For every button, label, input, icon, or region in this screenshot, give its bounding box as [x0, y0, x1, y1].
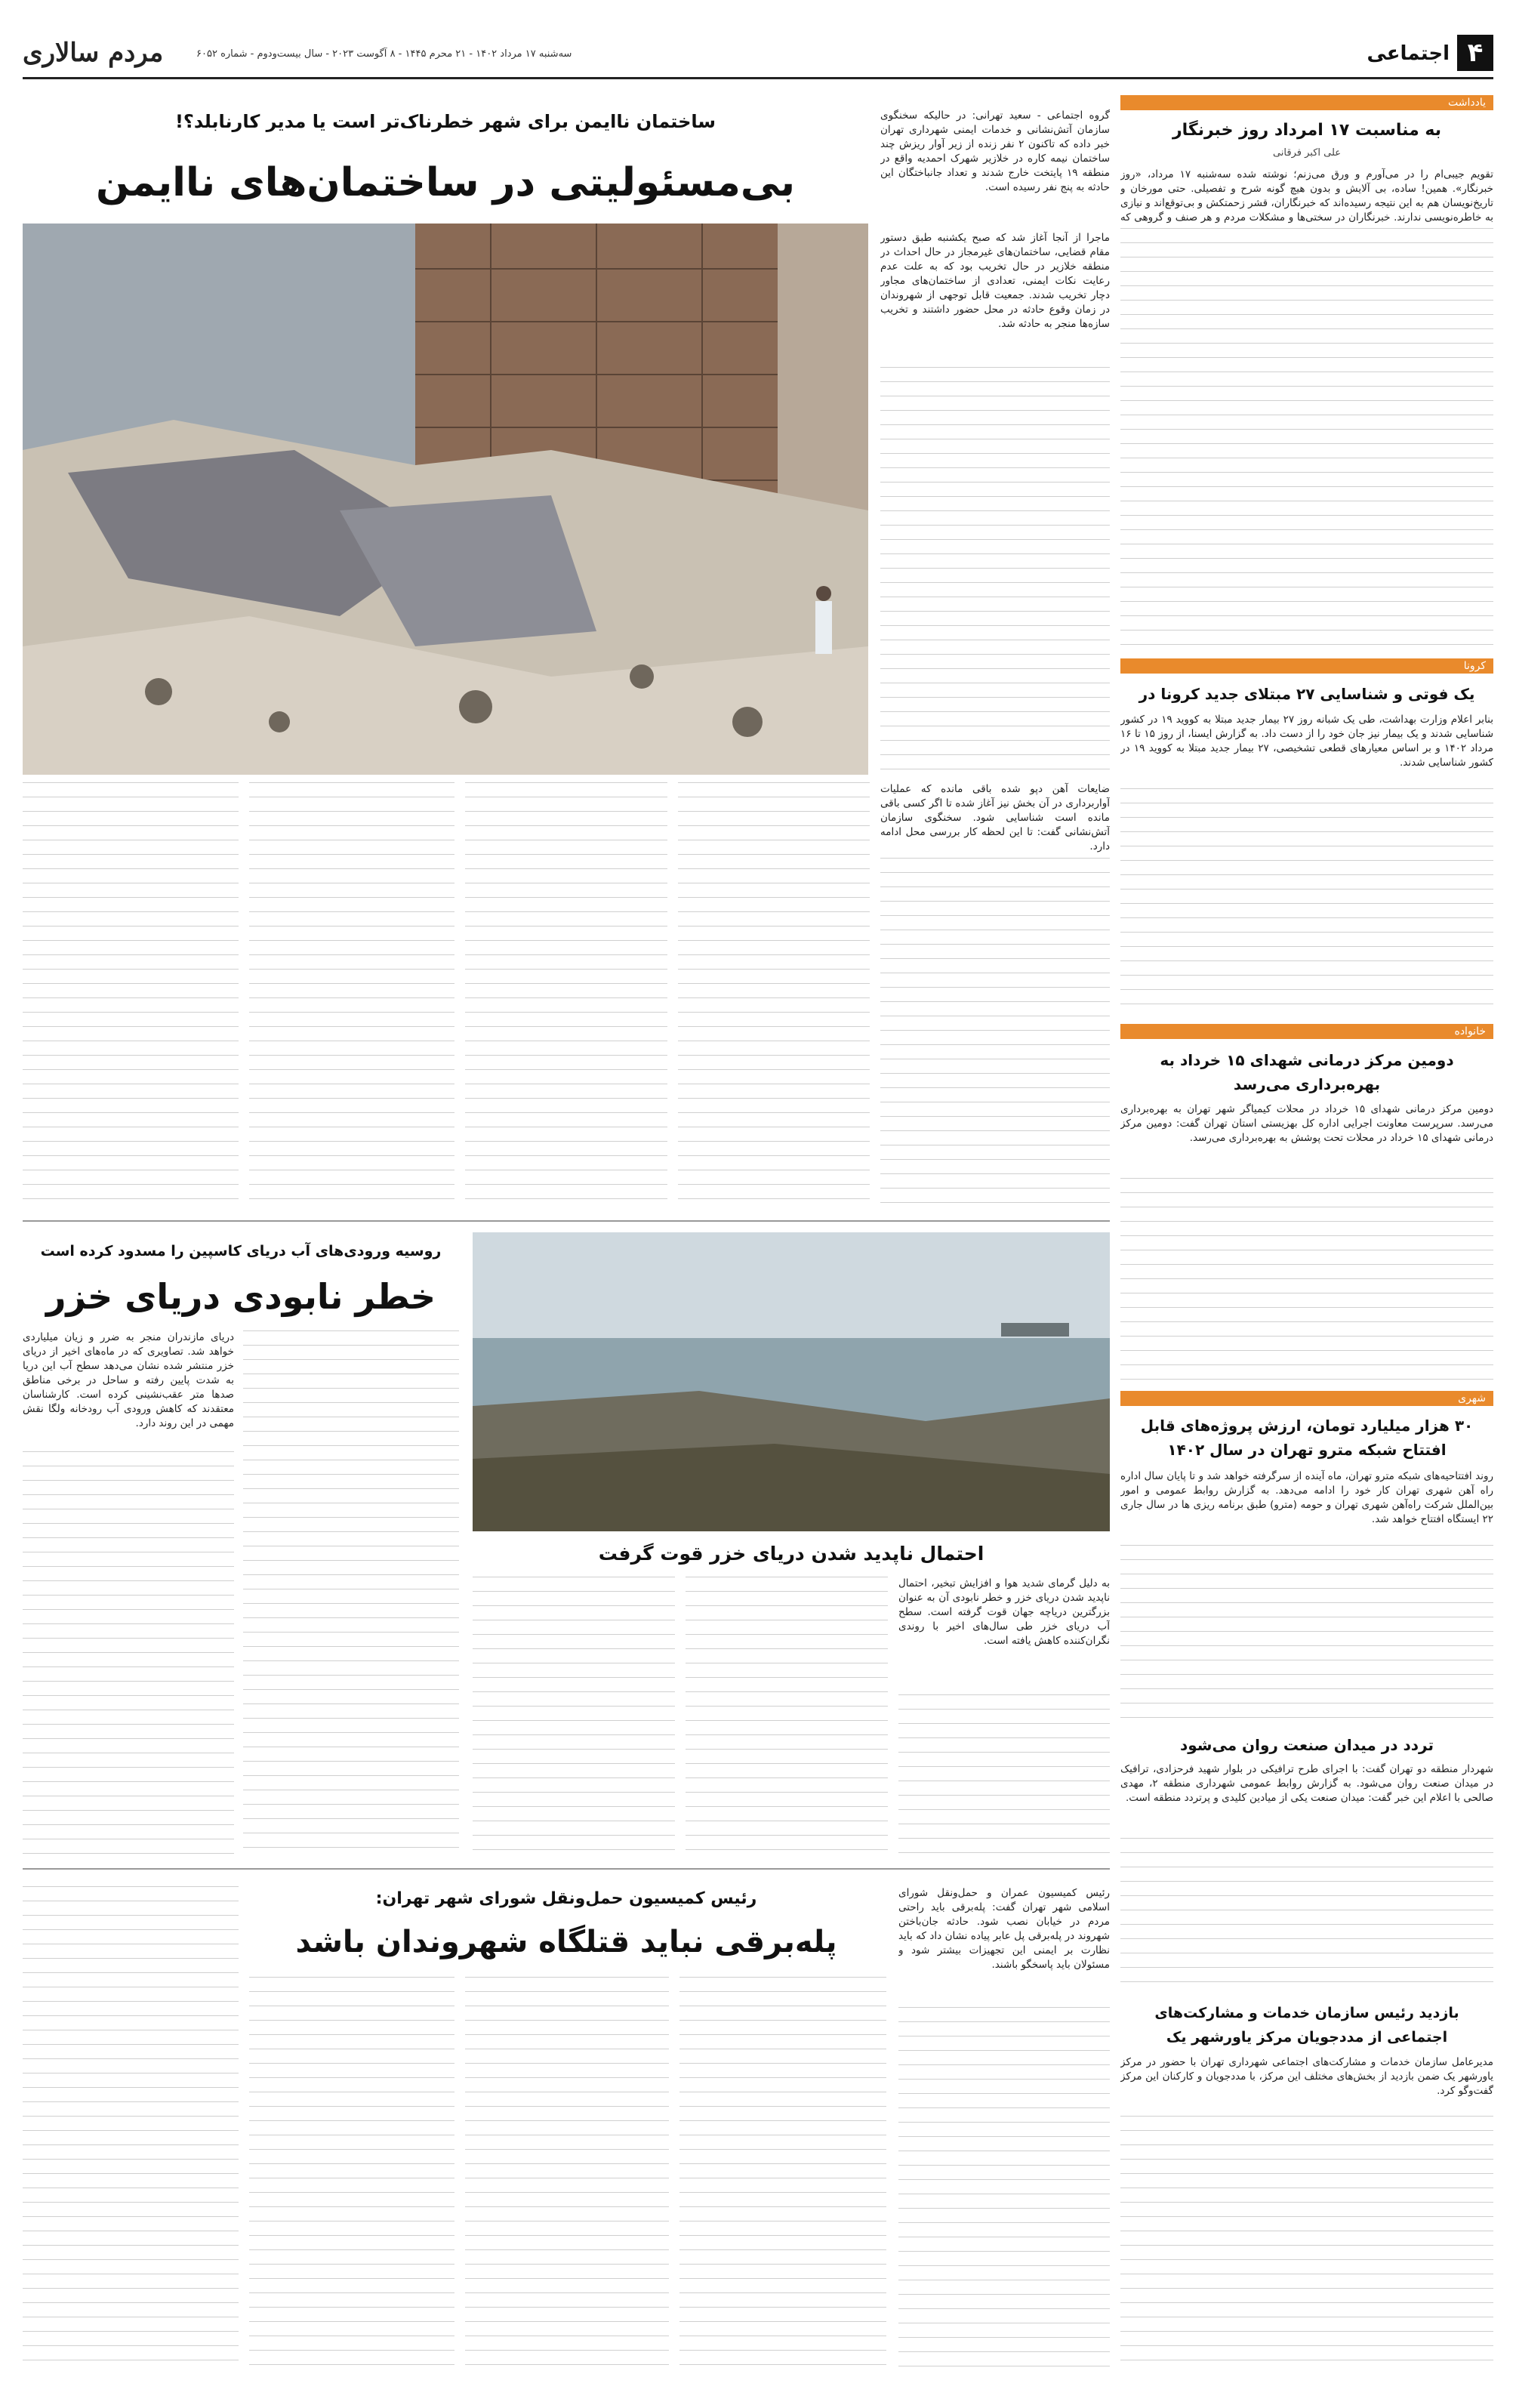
- sidebar-tag-city: شهری: [1120, 1391, 1493, 1406]
- sidebar-item-body: مدیرعامل سازمان خدمات و مشارکت‌های اجتماعی شهرداری تهران با حضور در مرکز یاورشهر یک ضمن بازدید از بخش‌های مختلف این مرکز، با مددجویان و کارکنان این مرکز گفت‌وگو کرد.: [1120, 2056, 1493, 2097]
- header-rule: [23, 77, 1493, 79]
- caspian-text-continuation: [23, 1451, 234, 1859]
- collapsed-building-illustration: [23, 224, 868, 775]
- story-lead: گروه اجتماعی - سعید تهرانی: در حالیکه سخنگوی سازمان آتش‌نشانی و خدمات ایمنی شهرداری تهران خبر داده که تاکنون ۲ نفر زنده از زیر آوار ریزش چند ساختمان نیمه کاره در خلازیر شهرک احمدیه واقع در منطقه ۱۹ پایتخت خارج شدند و تعداد جانباختگان این حادثه به پنج نفر رسیده است.: [880, 109, 1110, 193]
- sidebar-item-body: روند افتتاحیه‌های شبکه مترو تهران، ماه آینده از سرگرفته خواهد شد و تا پایان سال اداره راه آهن شهری تهران کار خود را ادامه می‌دهد. به گزارش روابط عمومی و امور بین‌الملل شرکت راه‌آهن شهری تهران و حومه (مترو) طبق برنامه ریزی ها در سال جاری ۲۲ ایستگاه افتتاح خواهد شد.: [1120, 1470, 1493, 1525]
- caspian-column: [686, 1577, 888, 1859]
- sidebar-tag-note: یادداشت: [1120, 95, 1493, 110]
- story-body: ماجرا از آنجا آغاز شد که صبح یکشنبه طبق دستور مقام قضایی، ساختمان‌های غیرمجاز در حال احداث در منطقه خلازیر در حال تخریب بود که به علت عدم رعایت نکات ایمنی، تعدادی از ساختمان‌های مجاور دچار تخریب شدند. جمعیت قابل توجهی از شهروندان در زمان وقوع حادثه در محل حضور داشتند و تخریب سازه‌ها منجر به حادثه شد.: [880, 232, 1110, 330]
- story-column: [465, 782, 667, 1205]
- collapsed-building-photo: [23, 224, 868, 775]
- sidebar-tag-family: خانواده: [1120, 1024, 1493, 1039]
- sidebar-item-title: بازدید رئیس سازمان خدمات و مشارکت‌های اجتماعی از مددجویان مرکز یاورشهر یک: [1154, 2005, 1459, 2046]
- paper-name: مردم سالاری: [23, 38, 164, 68]
- caspian-sea-photo: [473, 1232, 1110, 1531]
- story-body-2: ضایعات آهن دپو شده باقی مانده که عملیات آواربرداری در آن بخش نیز آغاز شده تا اگر کسی باقی مانده است شناسایی شود. سخنگوی سازمان آتش‌نشانی گفت: تا این لحظه کار بررسی محل ادامه دارد.: [880, 783, 1110, 853]
- council-story: [23, 1879, 1110, 2383]
- council-body: رئیس کمیسیون عمران و حمل‌ونقل شورای اسلامی شهر تهران گفت: پله‌برقی باید راحتی مردم در خیابان نصب شود. حادثه جان‌باختن شهروند در پله‌برقی پل عابر پیاده نشان داد که باید نظارت بر ایمنی این تجهیزات بیشتر شود و مسئولان باید پاسخگو باشند.: [898, 1887, 1110, 1971]
- sidebar-text-continuation: [1120, 2116, 1493, 2373]
- caspian-story: [23, 1232, 1110, 1874]
- caspian-kicker: روسیه ورودی‌های آب دریای کاسپین را مسدود کرده است: [40, 1243, 442, 1259]
- sidebar: [1120, 95, 1493, 2383]
- page-header: [23, 30, 1493, 82]
- sidebar-tag-corona: کرونا: [1120, 658, 1493, 674]
- sidebar-text-continuation: [1120, 1545, 1493, 1719]
- council-title: پله‌برقی نباید قتلگاه شهروندان باشد: [295, 1925, 837, 1959]
- sidebar-item-body: شهردار منطقه دو تهران گفت: با اجرای طرح ترافیکی در بلوار شهید فرحزادی، ترافیک در میدان صنعت روان می‌شود. به گزارش روابط عمومی شهرداری منطقه ۲، مهدی صالحی با اعلام این خبر گفت: میدان صنعت یکی از میادین کلیدی و پرتردد منطقه است.: [1120, 1763, 1493, 1804]
- council-column: [679, 1977, 886, 2369]
- council-column: [249, 1977, 454, 2369]
- section-title: اجتماعی: [1367, 42, 1450, 65]
- section-divider: [23, 1220, 1110, 1222]
- story-column: [678, 782, 870, 1205]
- caspian-column: [243, 1330, 459, 1859]
- section-divider: [23, 1868, 1110, 1870]
- sidebar-text-continuation: [1120, 1178, 1493, 1382]
- page-number: ۴: [1467, 38, 1484, 68]
- story-column: [23, 782, 239, 1205]
- main-story: [23, 95, 1110, 1228]
- story-kicker: ساختمان ناایمن برای شهر خطرناک‌تر است یا مدیر کارنابلد؟!: [174, 111, 716, 132]
- sidebar-item-title: دومین مرکز درمانی شهدای ۱۵ خرداد به بهره‌برداری می‌رسد: [1160, 1051, 1454, 1093]
- sidebar-item-title: تردد در میدان صنعت روان می‌شود: [1179, 1736, 1434, 1754]
- page-number-box: [1457, 35, 1493, 71]
- story-column: [249, 782, 454, 1205]
- caspian-title: خطر نابودی دریای خزر: [45, 1276, 436, 1317]
- caspian-inset-body: به دلیل گرمای شدید هوا و افزایش تبخیر، احتمال ناپدید شدن دریای خزر و خطر نابودی آن به عنوان بزرگترین دریاچه جهان قوت گرفته است. سطح آب دریای خزر طی سال‌های اخیر با روندی نگران‌کننده کاهش یافته است.: [898, 1577, 1110, 1647]
- story-text-continuation: [880, 858, 1110, 1205]
- sidebar-text-continuation: [1120, 788, 1493, 1015]
- caspian-sea-illustration: [473, 1232, 1110, 1531]
- date-line: سه‌شنبه ۱۷ مرداد ۱۴۰۲ - ۲۱ محرم ۱۴۴۵ - ۸ آگوست ۲۰۲۳ - سال بیست‌ودوم - شماره ۶۰۵۲: [196, 48, 572, 60]
- council-column: [23, 1886, 239, 2369]
- caspian-column: [473, 1577, 675, 1859]
- sidebar-item-title: ۳۰ هزار میلیارد تومان، ارزش پروژه‌های قابل افتتاح شبکه مترو تهران در سال ۱۴۰۲: [1140, 1417, 1474, 1459]
- sidebar-text-continuation: [1120, 1838, 1493, 1989]
- sidebar-text-continuation: [1120, 228, 1493, 648]
- council-column: [465, 1977, 669, 2369]
- sidebar-item-title: به مناسبت ۱۷ امرداد روز خبرنگار: [1172, 121, 1441, 140]
- sidebar-item-body: دومین مرکز درمانی شهدای ۱۵ خرداد در محلات کیمیاگر شهر تهران به بهره‌برداری می‌رسد. سرپرست معاونت اجرایی اداره کل بهزیستی استان تهران گفت: دومین مرکز درمانی شهدای ۱۵ خرداد در محلات تحت پوشش به بهره‌برداری می‌رسد.: [1120, 1103, 1493, 1144]
- sidebar-item-body: تقویم جیبی‌ام را در می‌آورم و ورق می‌زنم؛ نوشته شده سه‌شنبه ۱۷ مرداد، «روز خبرنگار». همین! ساده، بی آلایش و بدون هیچ گونه شرح و تفصیلی. حتی مورخان و تاریخ‌نویسان هم به این نتیجه رسیده‌اند که خبرنگاران، قشر زحمتکش و بی‌توقع‌اند و نیازی به خاطره‌نویسی ندارند. خبرنگاران در سختی‌ها و مشکلات مردم و هر صنف و گروهی که: [1120, 168, 1493, 224]
- council-column: [898, 2007, 1110, 2369]
- caspian-inset-title: احتمال ناپدید شدن دریای خزر قوت گرفت: [598, 1543, 984, 1565]
- story-text-continuation: [880, 367, 1110, 775]
- sidebar-author: علی اکبر فرقانی: [1272, 147, 1342, 159]
- caspian-body: دریای مازندران منجر به ضرر و زیان میلیاردی خواهد شد. تصاویری که در ماه‌های اخیر از دریای خزر منتشر شده نشان می‌دهد سطح آب این دریا به شدت پایین رفته و ساحل در برخی مناطق صدها متر عقب‌نشینی کرده است. کارشناسان معتقدند که کاهش ورودی آب رودخانه ولگا نقش مهمی در این روند دارد.: [23, 1331, 234, 1429]
- sidebar-item-title: یک فوتی و شناسایی ۲۷ مبتلای جدید کرونا در: [1139, 685, 1475, 703]
- caspian-column: [898, 1694, 1110, 1859]
- story-title: بی‌مسئولیتی در ساختمان‌های ناایمن: [95, 160, 796, 205]
- council-kicker: رئیس کمیسیون حمل‌ونقل شورای شهر تهران:: [375, 1889, 757, 1908]
- sidebar-item-body: بنابر اعلام وزارت بهداشت، طی یک شبانه روز ۲۷ بیمار جدید مبتلا به کووید ۱۹ در کشور شناسایی شدند و یک بیمار نیز جان خود را از دست داد. به گزارش ایسنا، از روز ۱۵ تا ۱۶ مرداد ۱۴۰۲ و بر اساس معیارهای قطعی تشخیصی، ۲۷ بیمار جدید مبتلا به کووید ۱۹ در کشور شناسایی شدند.: [1120, 714, 1493, 769]
